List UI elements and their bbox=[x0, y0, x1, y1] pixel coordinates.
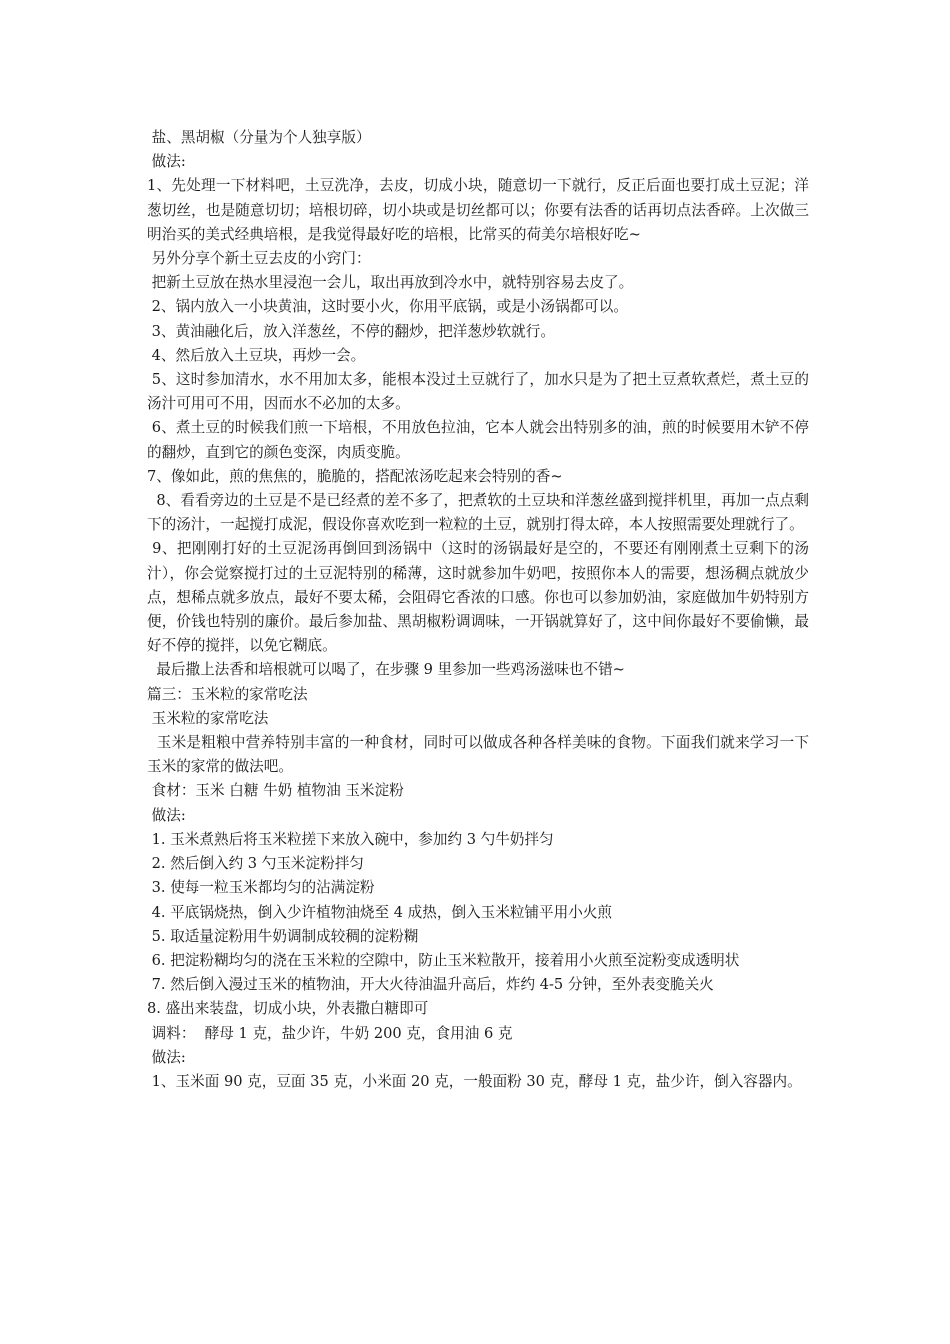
paragraph: 做法: bbox=[147, 153, 186, 171]
paragraph: 把新土豆放在热水里浸泡一会儿，取出再放到冷水中，就特别容易去皮了。 bbox=[147, 274, 634, 292]
paragraph: 2. 然后倒入约 3 勺玉米淀粉拌匀 bbox=[147, 855, 364, 873]
paragraph: 7. 然后倒入漫过玉米的植物油，开大火待油温升高后，炸约 4-5 分钟，至外表变脆关火 bbox=[147, 976, 714, 994]
paragraph: 7、像如此，煎的焦焦的，脆脆的，搭配浓汤吃起来会特别的香~ bbox=[147, 467, 563, 485]
document-body bbox=[147, 126, 809, 1094]
paragraph: 做法: bbox=[147, 806, 186, 824]
paragraph: 3、黄油融化后，放入洋葱丝，不停的翻炒，把洋葱炒软就行。 bbox=[147, 322, 555, 340]
paragraph: 调料： 酵母 1 克，盐少许，牛奶 200 克，食用油 6 克 bbox=[147, 1024, 513, 1042]
paragraph: 4、然后放入土豆块，再炒一会。 bbox=[147, 346, 366, 364]
paragraph: 1、先处理一下材料吧，土豆洗净，去皮，切成小块，随意切一下就行，反正后面也要打成土豆泥；洋葱切丝，也是随意切切；培根切碎，切小块或是切丝都可以；你要有法香的话再切点法香碎。上次做三明治买的美式经典培根，是我觉得最好吃的培根，比常买的荷美尔培根好吃~ bbox=[147, 177, 809, 243]
paragraph: 9、把刚刚打好的土豆泥汤再倒回到汤锅中（这时的汤锅最好是空的，不要还有刚刚煮土豆剩下的汤汁），你会觉察搅打过的土豆泥特别的稀薄，这时就参加牛奶吧，按照你本人的需要，想汤稠点就放少点，想稀点就多放点，最好不要太稀，会阻碍它香浓的口感。你也可以参加奶油，家庭做加牛奶特别方便，价钱也特别的廉价。最后参加盐、黑胡椒粉调调味，一开锅就算好了，这中间你最好不要偷懒，最好不停的搅拌，以免它糊底。 bbox=[147, 540, 809, 655]
paragraph: 8. 盛出来装盘，切成小块，外表撒白糖即可 bbox=[147, 1000, 429, 1018]
paragraph: 3. 使每一粒玉米都均匀的沾满淀粉 bbox=[147, 879, 375, 897]
paragraph: 玉米粒的家常吃法 bbox=[147, 709, 269, 727]
paragraph: 5、这时参加清水，水不用加太多，能根本没过土豆就行了，加水只是为了把土豆煮软煮烂，煮土豆的汤汁可用可不用，因而水不必加的太多。 bbox=[147, 371, 810, 413]
paragraph: 盐、黑胡椒（分量为个人独享版） bbox=[147, 129, 371, 146]
paragraph: 1、玉米面 90 克，豆面 35 克，小米面 20 克，一般面粉 30 克，酵母 1 克，盐少许，倒入容器内。 bbox=[147, 1072, 802, 1090]
paragraph: 6. 把淀粉糊均匀的浇在玉米粒的空隙中，防止玉米粒散开，接着用小火煎至淀粉变成透明状 bbox=[147, 951, 740, 969]
paragraph: 玉米是粗粮中营养特别丰富的一种食材，同时可以做成各种各样美味的食物。下面我们就来学习一下玉米的家常的做法吧。 bbox=[147, 734, 809, 776]
paragraph: 8、看看旁边的土豆是不是已经煮的差不多了，把煮软的土豆块和洋葱丝盛到搅拌机里，再加一点点剩下的汤汁，一起搅打成泥，假设你喜欢吃到一粒粒的土豆，就别打得太碎，本人按照需要处理就行了。 bbox=[147, 492, 809, 534]
paragraph: 4. 平底锅烧热，倒入少许植物油烧至 4 成热，倒入玉米粒铺平用小火煎 bbox=[147, 903, 612, 921]
paragraph: 5. 取适量淀粉用牛奶调制成较稠的淀粉糊 bbox=[147, 927, 419, 945]
paragraph: 做法: bbox=[147, 1048, 186, 1066]
section-title: 篇三：玉米粒的家常吃法 bbox=[147, 685, 308, 703]
paragraph: 另外分享个新土豆去皮的小窍门： bbox=[147, 250, 371, 268]
paragraph: 最后撒上法香和培根就可以喝了，在步骤 9 里参加一些鸡汤滋味也不错~ bbox=[147, 661, 625, 679]
paragraph: 1. 玉米煮熟后将玉米粒搓下来放入碗中，参加约 3 勺牛奶拌匀 bbox=[147, 830, 554, 848]
paragraph: 6、煮土豆的时候我们煎一下培根，不用放色拉油，它本人就会出特别多的油，煎的时候要用木铲不停的翻炒，直到它的颜色变深，肉质变脆。 bbox=[147, 419, 810, 461]
paragraph: 食材：玉米 白糖 牛奶 植物油 玉米淀粉 bbox=[147, 782, 404, 800]
paragraph: 2、锅内放入一小块黄油，这时要小火，你用平底锅，或是小汤锅都可以。 bbox=[147, 298, 628, 316]
